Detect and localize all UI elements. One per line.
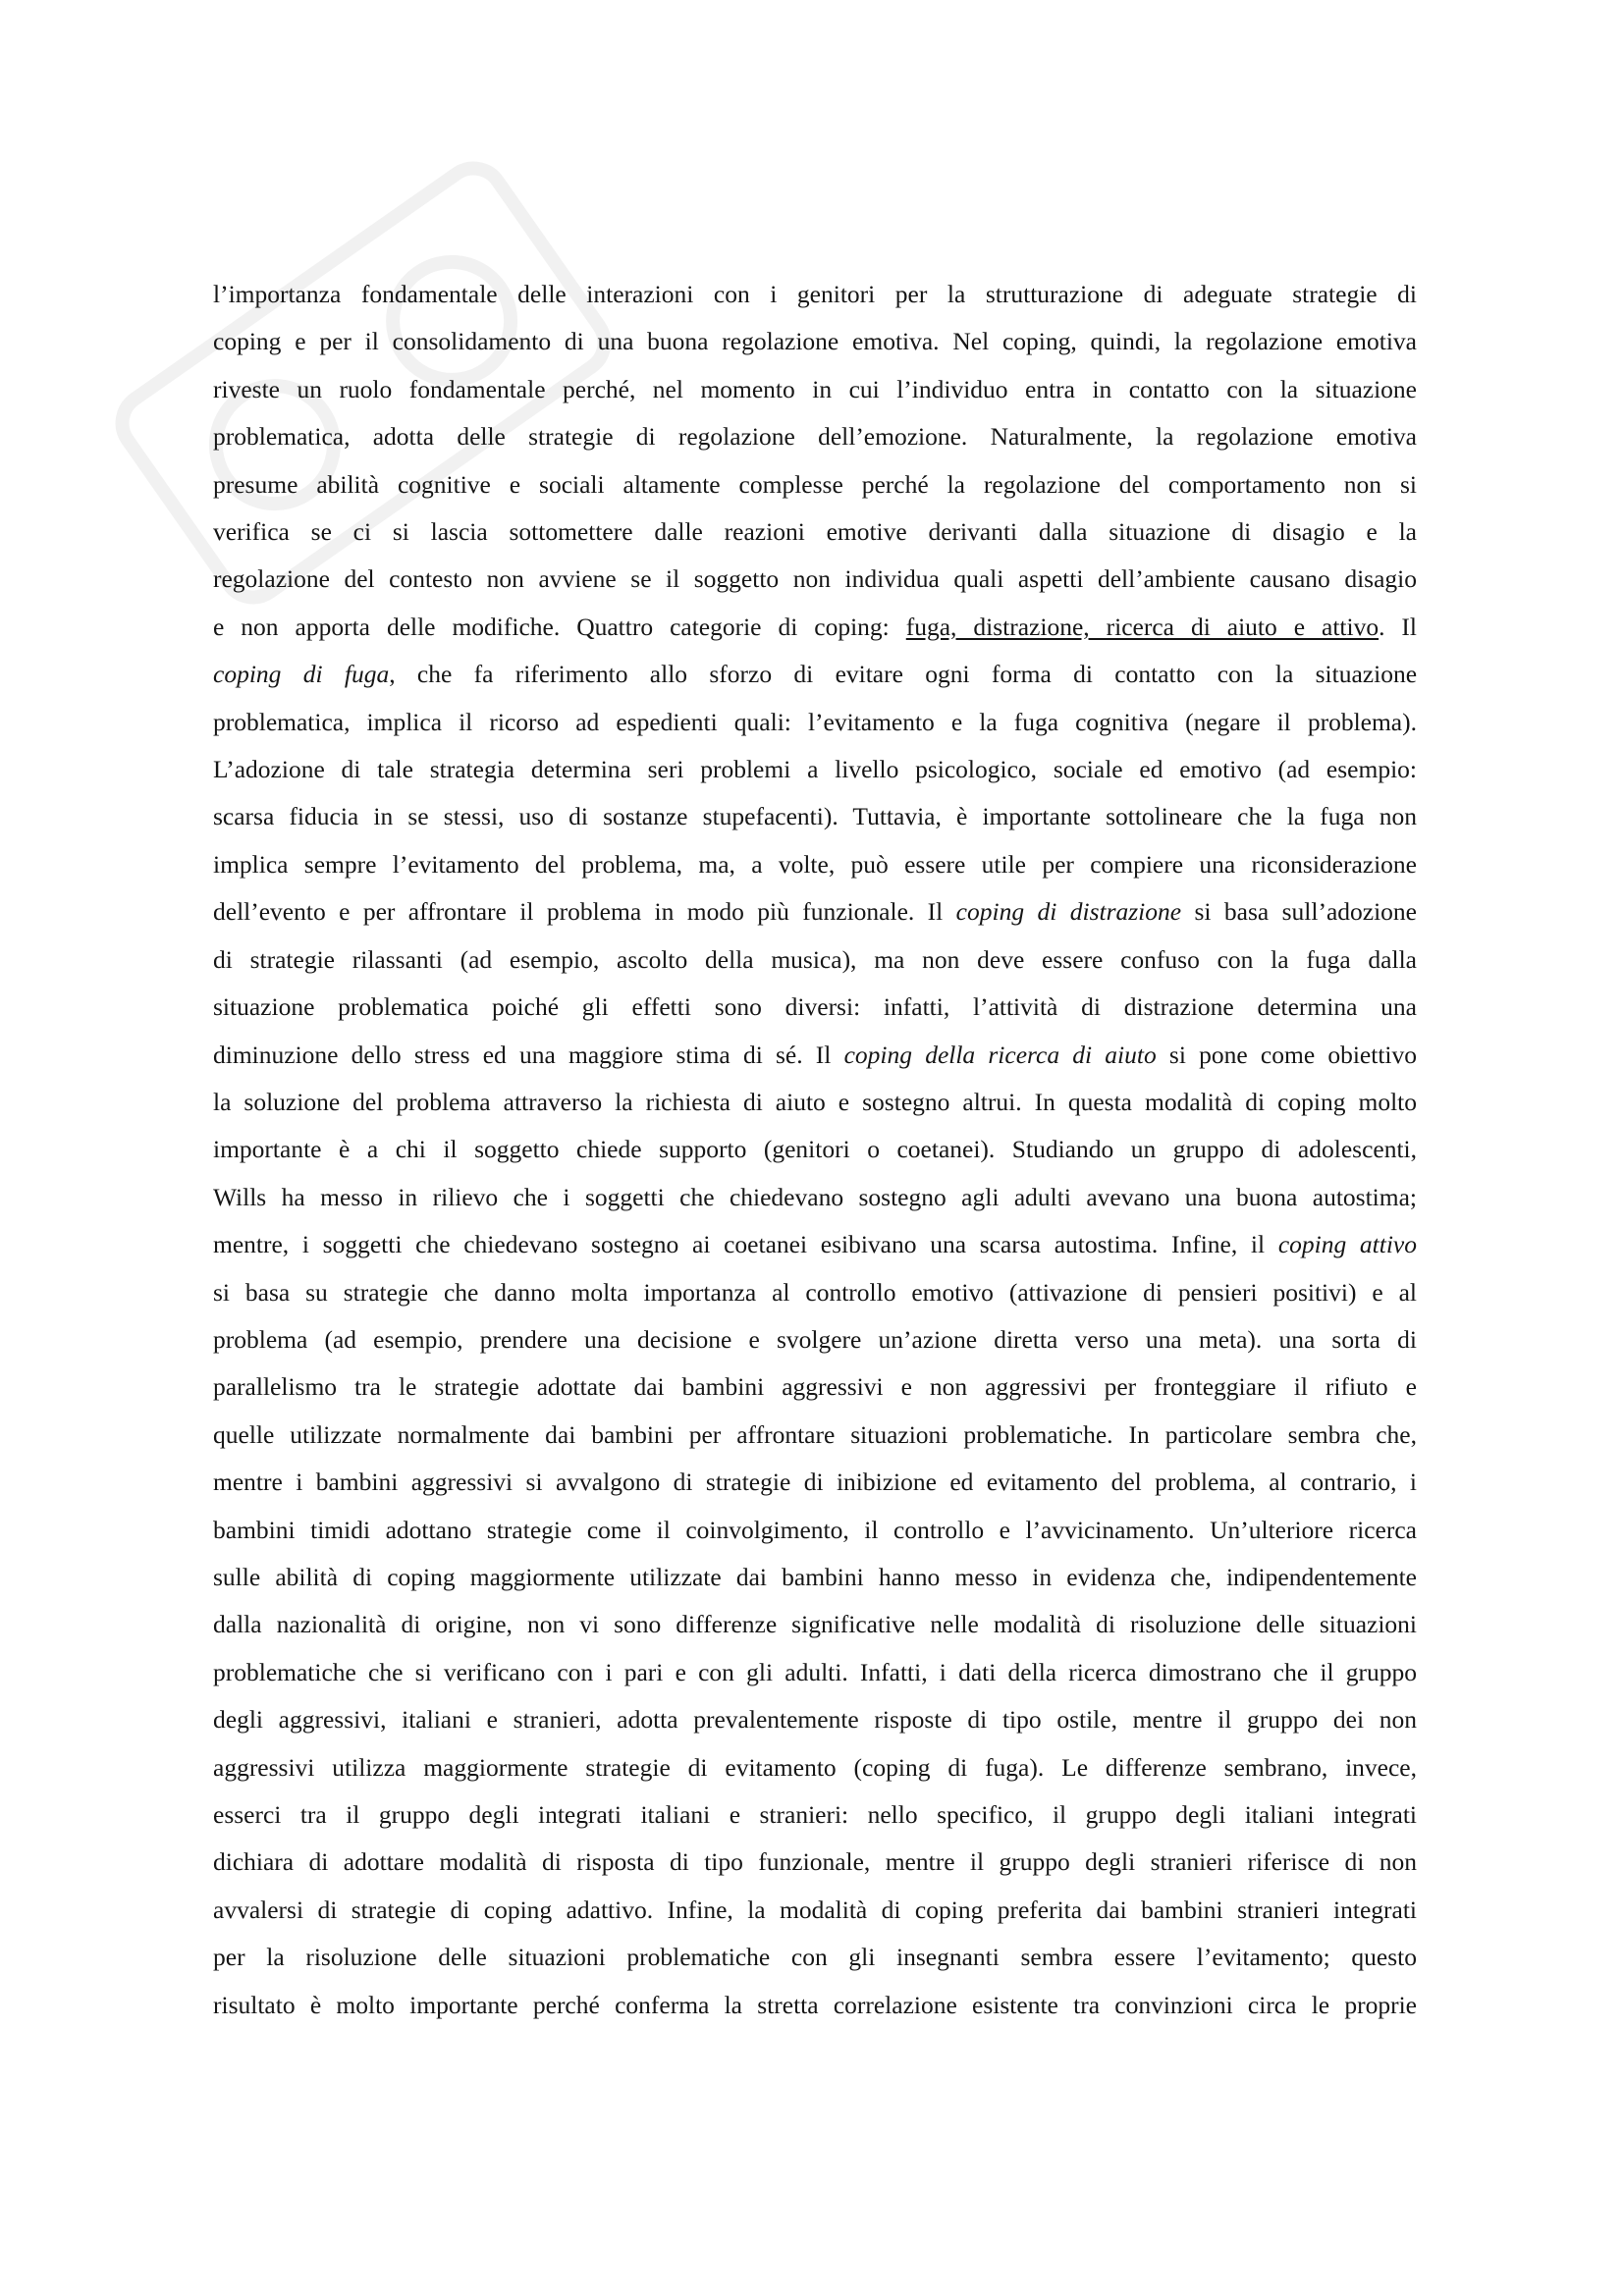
text-line: mentre, i soggetti che chiedevano sostegno ai coetanei esibivano una scarsa autostima. Infine, il coping attivo [213,1230,1417,1259]
italic-term: coping della ricerca di aiuto [843,1040,1157,1069]
text-line: la soluzione del problema attraverso la richiesta di aiuto e sostegno altrui. In questa modalità di coping molto [213,1087,1417,1116]
text-line: importante è a chi il soggetto chiede supporto (genitori o coetanei). Studiando un gruppo di adolescenti, [213,1135,1417,1164]
text-line: L’adozione di tale strategia determina seri problemi a livello psicologico, sociale ed emotivo (ad esempio: [213,755,1417,784]
italic-term: coping di fuga [213,660,390,689]
text-line: sulle abilità di coping maggiormente utilizzate dai bambini hanno messo in evidenza che, indipendentemente [213,1562,1417,1591]
text-line: problema (ad esempio, prendere una decisione e svolgere un’azione diretta verso una meta). una sorta di [213,1324,1417,1354]
text-line: quelle utilizzate normalmente dai bambini per affrontare situazioni problematiche. In particolare sembra che, [213,1419,1417,1449]
text-line: verifica se ci si lascia sottomettere dalle reazioni emotive derivanti dalla situazione di disagio e la [213,517,1417,547]
text-line: riveste un ruolo fondamentale perché, nel momento in cui l’individuo entra in contatto con la situazione [213,374,1417,403]
text-line: aggressivi utilizza maggiormente strategie di evitamento (coping di fuga). Le differenze sembrano, invece, [213,1752,1417,1782]
text-line: coping e per il consolidamento di una buona regolazione emotiva. Nel coping, quindi, la regolazione emotiva [213,327,1417,356]
text-line: degli aggressivi, italiani e stranieri, adotta prevalentemente risposte di tipo ostile, mentre il gruppo dei non [213,1705,1417,1735]
text-line: bambini timidi adottano strategie come il coinvolgimento, il controllo e l’avvicinamento. Un’ulteriore ricerca [213,1515,1417,1544]
text-line: coping di fuga, che fa riferimento allo sforzo di evitare ogni forma di contatto con la situazione [213,660,1418,689]
text-line: problematica, adotta delle strategie di regolazione dell’emozione. Naturalmente, la regolazione emotiva [213,422,1417,452]
text-line: problematiche che si verificano con i pari e con gli adulti. Infatti, i dati della ricerca dimostrano che il gruppo [213,1657,1417,1686]
text-line: situazione problematica poiché gli effetti sono diversi: infatti, l’attività di distrazione determina una [213,992,1417,1022]
italic-term: coping di distrazione [955,897,1182,927]
text-line: dell’evento e per affrontare il problema in modo più funzionale. Il coping di distrazione si basa sull’adozione [213,897,1417,927]
text-line: implica sempre l’evitamento del problema, ma, a volte, può essere utile per compiere una riconsiderazione [213,849,1417,879]
underlined-categories: fuga, distrazione, ricerca di aiuto e attivo [905,612,1380,641]
text-line: diminuzione dello stress ed una maggiore stima di sé. Il coping della ricerca di aiuto si pone come obiettivo [213,1040,1417,1069]
text-line: mentre i bambini aggressivi si avvalgono di strategie di inibizione ed evitamento del problema, al contrario, i [213,1468,1417,1497]
text-line: esserci tra il gruppo degli integrati italiani e stranieri: nello specifico, il gruppo degli italiani integrati [213,1800,1417,1829]
text-line: scarsa fiducia in se stessi, uso di sostanze stupefacenti). Tuttavia, è importante sottolineare che la fuga non [213,802,1417,831]
document-body [213,271,1417,2029]
text-line: regolazione del contesto non avviene se il soggetto non individua quali aspetti dell’ambiente causano disagio [213,564,1417,594]
text-line: parallelismo tra le strategie adottate dai bambini aggressivi e non aggressivi per fronteggiare il rifiuto e [213,1372,1417,1402]
italic-term: coping attivo [1277,1230,1417,1259]
text-line: e non apporta delle modifiche. Quattro categorie di coping: fuga, distrazione, ricerca di aiuto e attivo. Il [213,612,1418,641]
text-line: dichiara di adottare modalità di risposta di tipo funzionale, mentre il gruppo degli stranieri riferisce di non [213,1847,1417,1877]
text-line: di strategie rilassanti (ad esempio, ascolto della musica), ma non deve essere confuso con la fuga dalla [213,944,1417,974]
text-line: risultato è molto importante perché conferma la stretta correlazione esistente tra convinzioni circa le proprie [213,1990,1417,2019]
text-line: per la risoluzione delle situazioni problematiche con gli insegnanti sembra essere l’evitamento; questo [213,1943,1417,1972]
text-line: Wills ha messo in rilievo che i soggetti che chiedevano sostegno agli adulti avevano una buona autostima; [213,1182,1417,1211]
text-line: si basa su strategie che danno molta importanza al controllo emotivo (attivazione di pensieri positivi) e al [213,1277,1417,1307]
text-line: avvalersi di strategie di coping adattivo. Infine, la modalità di coping preferita dai bambini stranieri integrati [213,1895,1417,1924]
text-line: l’importanza fondamentale delle interazioni con i genitori per la strutturazione di adeguate strategie di [213,280,1417,308]
text-line: presume abilità cognitive e sociali altamente complesse perché la regolazione del comportamento non si [213,469,1417,499]
text-line: dalla nazionalità di origine, non vi sono differenze significative nelle modalità di risoluzione delle situazioni [213,1610,1417,1639]
text-line: problematica, implica il ricorso ad espedienti quali: l’evitamento e la fuga cognitiva (negare il problema). [213,707,1417,736]
